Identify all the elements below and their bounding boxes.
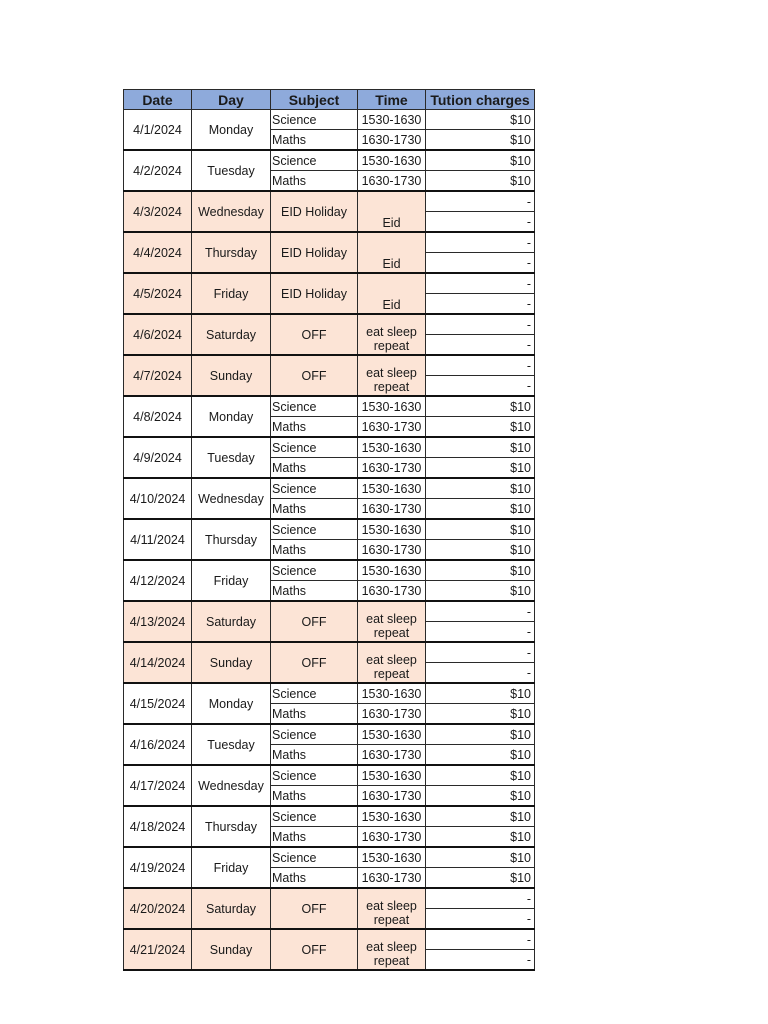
subject-cell[interactable]: Maths: [271, 417, 358, 438]
fee-cell[interactable]: $10: [426, 130, 535, 151]
date-cell[interactable]: 4/18/2024: [124, 806, 192, 847]
fee-cell[interactable]: -: [426, 663, 535, 684]
fee-cell[interactable]: -: [426, 888, 535, 909]
table-row: [124, 150, 535, 171]
header-tuition-charges[interactable]: Tution charges: [426, 90, 535, 110]
table-row: [124, 273, 535, 294]
date-cell[interactable]: 4/4/2024: [124, 232, 192, 273]
time-cell[interactable]: 1630-1730: [358, 458, 426, 479]
day-cell[interactable]: Saturday: [192, 314, 271, 355]
day-cell[interactable]: Monday: [192, 683, 271, 724]
time-cell[interactable]: 1630-1730: [358, 786, 426, 807]
date-cell[interactable]: 4/5/2024: [124, 273, 192, 314]
day-cell[interactable]: Wednesday: [192, 191, 271, 232]
time-note-cell[interactable]: eat sleep repeat: [358, 355, 426, 396]
fee-cell[interactable]: $10: [426, 540, 535, 561]
table-row: [124, 396, 535, 417]
fee-cell[interactable]: -: [426, 642, 535, 663]
day-cell[interactable]: Saturday: [192, 601, 271, 642]
subject-cell[interactable]: Maths: [271, 171, 358, 192]
schedule-body: [124, 110, 535, 971]
day-cell[interactable]: Monday: [192, 396, 271, 437]
date-cell[interactable]: 4/6/2024: [124, 314, 192, 355]
day-cell[interactable]: Tuesday: [192, 437, 271, 478]
subject-cell[interactable]: Science: [271, 519, 358, 540]
subject-cell[interactable]: Maths: [271, 745, 358, 766]
time-note-cell[interactable]: Eid: [358, 273, 426, 314]
table-row: [124, 601, 535, 622]
date-cell[interactable]: 4/13/2024: [124, 601, 192, 642]
fee-cell[interactable]: $10: [426, 519, 535, 540]
subject-cell[interactable]: OFF: [271, 929, 358, 970]
fee-cell[interactable]: $10: [426, 847, 535, 868]
header-time[interactable]: Time: [358, 90, 426, 110]
table-row: [124, 806, 535, 827]
date-cell[interactable]: 4/19/2024: [124, 847, 192, 888]
date-cell[interactable]: 4/10/2024: [124, 478, 192, 519]
time-cell[interactable]: 1630-1730: [358, 417, 426, 438]
fee-cell[interactable]: $10: [426, 581, 535, 602]
fee-cell[interactable]: -: [426, 273, 535, 294]
subject-cell[interactable]: Science: [271, 806, 358, 827]
day-cell[interactable]: Tuesday: [192, 724, 271, 765]
subject-cell[interactable]: Science: [271, 847, 358, 868]
fee-cell[interactable]: -: [426, 622, 535, 643]
day-cell[interactable]: Monday: [192, 110, 271, 151]
time-cell[interactable]: 1530-1630: [358, 478, 426, 499]
fee-cell[interactable]: $10: [426, 110, 535, 130]
subject-cell[interactable]: Maths: [271, 868, 358, 889]
day-cell[interactable]: Thursday: [192, 232, 271, 273]
table-row: [124, 314, 535, 335]
day-cell[interactable]: Thursday: [192, 806, 271, 847]
table-row: [124, 560, 535, 581]
table-row: [124, 110, 535, 130]
day-cell[interactable]: Sunday: [192, 929, 271, 970]
subject-cell[interactable]: Science: [271, 110, 358, 130]
subject-cell[interactable]: Science: [271, 396, 358, 417]
date-cell[interactable]: 4/20/2024: [124, 888, 192, 929]
date-cell[interactable]: 4/8/2024: [124, 396, 192, 437]
time-cell[interactable]: 1630-1730: [358, 130, 426, 151]
subject-cell[interactable]: Science: [271, 683, 358, 704]
time-cell[interactable]: 1630-1730: [358, 540, 426, 561]
table-row: [124, 355, 535, 376]
table-row: [124, 437, 535, 458]
fee-cell[interactable]: -: [426, 212, 535, 233]
subject-cell[interactable]: Maths: [271, 499, 358, 520]
fee-cell[interactable]: $10: [426, 560, 535, 581]
fee-cell[interactable]: -: [426, 191, 535, 212]
table-row: [124, 232, 535, 253]
time-cell[interactable]: 1530-1630: [358, 110, 426, 130]
time-cell[interactable]: 1530-1630: [358, 396, 426, 417]
header-day[interactable]: Day: [192, 90, 271, 110]
subject-cell[interactable]: Science: [271, 437, 358, 458]
subject-cell[interactable]: Maths: [271, 581, 358, 602]
date-cell[interactable]: 4/12/2024: [124, 560, 192, 601]
time-cell[interactable]: 1630-1730: [358, 499, 426, 520]
header-row: [124, 90, 535, 110]
table-row: [124, 765, 535, 786]
subject-cell[interactable]: Science: [271, 560, 358, 581]
time-cell[interactable]: 1530-1630: [358, 437, 426, 458]
time-cell[interactable]: 1630-1730: [358, 827, 426, 848]
table-row: [124, 724, 535, 745]
time-note-cell[interactable]: eat sleep repeat: [358, 929, 426, 970]
time-cell[interactable]: 1530-1630: [358, 765, 426, 786]
fee-cell[interactable]: -: [426, 601, 535, 622]
date-cell[interactable]: 4/11/2024: [124, 519, 192, 560]
fee-cell[interactable]: -: [426, 909, 535, 930]
fee-cell[interactable]: -: [426, 294, 535, 315]
day-cell[interactable]: Friday: [192, 847, 271, 888]
day-cell[interactable]: Thursday: [192, 519, 271, 560]
subject-cell[interactable]: OFF: [271, 314, 358, 355]
subject-cell[interactable]: Science: [271, 765, 358, 786]
date-cell[interactable]: 4/21/2024: [124, 929, 192, 970]
day-cell[interactable]: Friday: [192, 560, 271, 601]
fee-cell[interactable]: $10: [426, 868, 535, 889]
day-cell[interactable]: Sunday: [192, 355, 271, 396]
fee-cell[interactable]: $10: [426, 724, 535, 745]
time-cell[interactable]: 1530-1630: [358, 847, 426, 868]
time-cell[interactable]: 1530-1630: [358, 150, 426, 171]
subject-cell[interactable]: Maths: [271, 458, 358, 479]
time-note-cell[interactable]: eat sleep repeat: [358, 601, 426, 642]
day-cell[interactable]: Wednesday: [192, 478, 271, 519]
subject-cell[interactable]: OFF: [271, 642, 358, 683]
date-cell[interactable]: 4/16/2024: [124, 724, 192, 765]
fee-cell[interactable]: $10: [426, 745, 535, 766]
fee-cell[interactable]: $10: [426, 396, 535, 417]
subject-cell[interactable]: EID Holiday: [271, 273, 358, 314]
day-cell[interactable]: Tuesday: [192, 150, 271, 191]
time-note-cell[interactable]: eat sleep repeat: [358, 888, 426, 929]
fee-cell[interactable]: $10: [426, 171, 535, 192]
time-cell[interactable]: 1530-1630: [358, 724, 426, 745]
fee-cell[interactable]: -: [426, 355, 535, 376]
subject-cell[interactable]: OFF: [271, 888, 358, 929]
fee-cell[interactable]: $10: [426, 765, 535, 786]
time-cell[interactable]: 1630-1730: [358, 704, 426, 725]
time-cell[interactable]: 1630-1730: [358, 745, 426, 766]
subject-cell[interactable]: Maths: [271, 130, 358, 151]
date-cell[interactable]: 4/1/2024: [124, 110, 192, 151]
table-row: [124, 888, 535, 909]
subject-cell[interactable]: Science: [271, 724, 358, 745]
tuition-schedule-table: [123, 89, 535, 971]
date-cell[interactable]: 4/15/2024: [124, 683, 192, 724]
date-cell[interactable]: 4/14/2024: [124, 642, 192, 683]
fee-cell[interactable]: $10: [426, 437, 535, 458]
table-row: [124, 929, 535, 950]
subject-cell[interactable]: Maths: [271, 704, 358, 725]
fee-cell[interactable]: $10: [426, 150, 535, 171]
day-cell[interactable]: Wednesday: [192, 765, 271, 806]
date-cell[interactable]: 4/2/2024: [124, 150, 192, 191]
table-row: [124, 847, 535, 868]
table-row: [124, 642, 535, 663]
subject-cell[interactable]: Maths: [271, 786, 358, 807]
time-cell[interactable]: 1630-1730: [358, 171, 426, 192]
table-row: [124, 478, 535, 499]
fee-cell[interactable]: $10: [426, 458, 535, 479]
table-row: [124, 519, 535, 540]
time-note-cell[interactable]: Eid: [358, 191, 426, 232]
time-cell[interactable]: 1530-1630: [358, 560, 426, 581]
fee-cell[interactable]: $10: [426, 704, 535, 725]
date-cell[interactable]: 4/3/2024: [124, 191, 192, 232]
fee-cell[interactable]: -: [426, 253, 535, 274]
fee-cell[interactable]: $10: [426, 786, 535, 807]
time-cell[interactable]: 1530-1630: [358, 683, 426, 704]
date-cell[interactable]: 4/7/2024: [124, 355, 192, 396]
time-cell[interactable]: 1630-1730: [358, 868, 426, 889]
fee-cell[interactable]: $10: [426, 499, 535, 520]
time-cell[interactable]: 1530-1630: [358, 519, 426, 540]
fee-cell[interactable]: $10: [426, 806, 535, 827]
time-note-cell[interactable]: eat sleep repeat: [358, 314, 426, 355]
fee-cell[interactable]: -: [426, 335, 535, 356]
fee-cell[interactable]: $10: [426, 417, 535, 438]
fee-cell[interactable]: $10: [426, 478, 535, 499]
fee-cell[interactable]: $10: [426, 827, 535, 848]
subject-cell[interactable]: Maths: [271, 540, 358, 561]
time-cell[interactable]: 1530-1630: [358, 806, 426, 827]
fee-cell[interactable]: -: [426, 950, 535, 971]
table-row: [124, 191, 535, 212]
time-cell[interactable]: 1630-1730: [358, 581, 426, 602]
time-note-cell[interactable]: Eid: [358, 232, 426, 273]
day-cell[interactable]: Friday: [192, 273, 271, 314]
date-cell[interactable]: 4/9/2024: [124, 437, 192, 478]
subject-cell[interactable]: Maths: [271, 827, 358, 848]
subject-cell[interactable]: Science: [271, 150, 358, 171]
fee-cell[interactable]: -: [426, 376, 535, 397]
fee-cell[interactable]: -: [426, 929, 535, 950]
fee-cell[interactable]: $10: [426, 683, 535, 704]
day-cell[interactable]: Saturday: [192, 888, 271, 929]
time-note-cell[interactable]: eat sleep repeat: [358, 642, 426, 683]
table-row: [124, 683, 535, 704]
header-date[interactable]: Date: [124, 90, 192, 110]
subject-cell[interactable]: OFF: [271, 601, 358, 642]
fee-cell[interactable]: -: [426, 232, 535, 253]
date-cell[interactable]: 4/17/2024: [124, 765, 192, 806]
subject-cell[interactable]: EID Holiday: [271, 191, 358, 232]
subject-cell[interactable]: Science: [271, 478, 358, 499]
subject-cell[interactable]: OFF: [271, 355, 358, 396]
day-cell[interactable]: Sunday: [192, 642, 271, 683]
header-subject[interactable]: Subject: [271, 90, 358, 110]
subject-cell[interactable]: EID Holiday: [271, 232, 358, 273]
fee-cell[interactable]: -: [426, 314, 535, 335]
